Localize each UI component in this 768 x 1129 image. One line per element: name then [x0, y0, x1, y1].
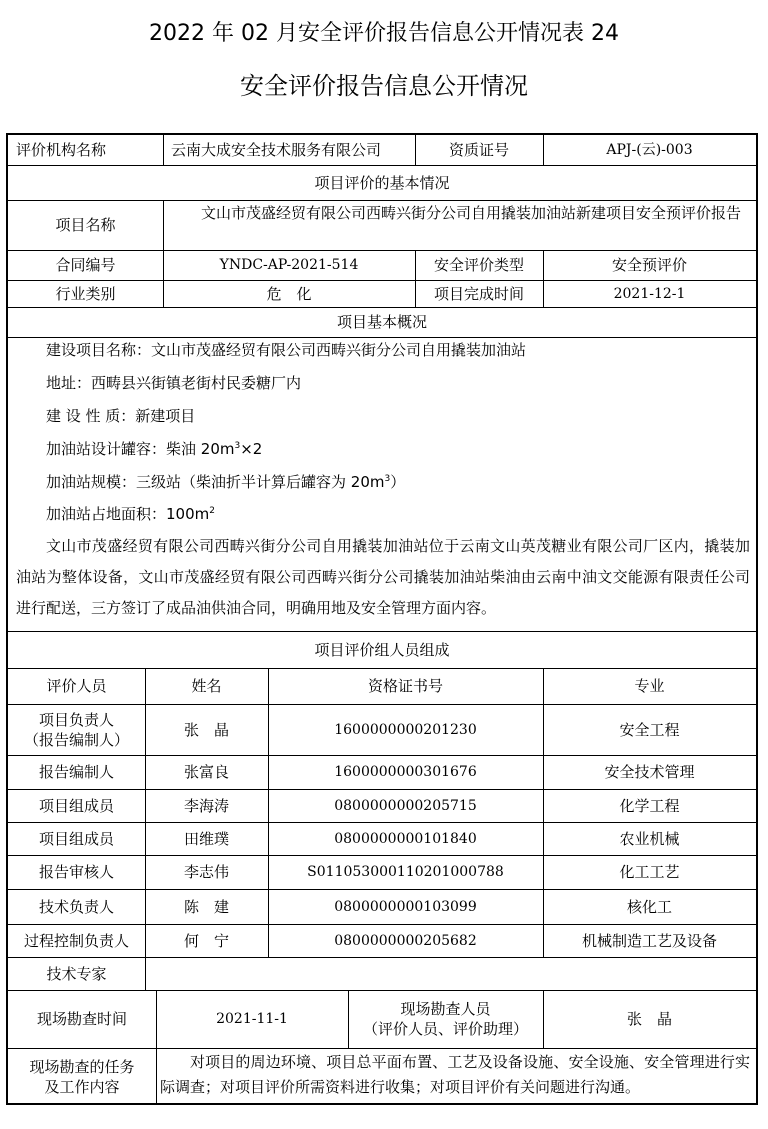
- table-row-cert: 0800000000205715: [334, 797, 477, 814]
- expert-value: [145, 957, 756, 990]
- table-row-name: 李海涛: [183, 796, 229, 815]
- role-sub-text: （报告编制人）: [23, 730, 129, 749]
- overview-line-scale: [16, 472, 750, 492]
- table-row-role: 过程控制负责人: [23, 931, 129, 950]
- table-row-role: 报告编制人: [38, 763, 114, 781]
- overview-line-address: [16, 373, 750, 393]
- eval-type-value: 安全预评价: [611, 256, 687, 274]
- overview-line-area: [16, 504, 750, 524]
- overview-line-capacity-text: 加油站设计罐容：柴油 20m: [46, 440, 235, 458]
- overview-line-scale-text: 加油站规模：三级站（柴油折半计算后罐容为 20m: [46, 473, 385, 491]
- table-row-name: 陈 建: [183, 897, 229, 916]
- overview-line-address-text: 地址：西畴县兴街镇老街村民委糖厂内: [46, 374, 302, 392]
- overview-line-project-text: 建设项目名称：文山市茂盛经贸有限公司西畴兴街分公司自用撬装加油站: [46, 341, 527, 359]
- survey-task-label-text: 现场勘查的任务: [29, 1057, 135, 1076]
- overview-line-capacity-tail: ×2: [240, 440, 263, 458]
- superscript: 3: [234, 441, 241, 451]
- superscript: 2: [209, 506, 215, 516]
- table-row-major: 机械制造工艺及设备: [581, 931, 717, 950]
- overview-line-capacity: [16, 439, 750, 459]
- col-header-role: 评价人员: [46, 677, 107, 695]
- table-row-major: 化学工程: [619, 796, 680, 815]
- table-row-major: 安全工程: [619, 720, 680, 739]
- cert-value: APJ-(云)-003: [606, 142, 693, 158]
- superscript: 3: [384, 474, 391, 484]
- overview-line-area-text: 加油站占地面积：100m: [46, 505, 210, 523]
- info-table: [6, 133, 758, 1105]
- page-title: 2022 年 02 月安全评价报告信息公开情况表 24: [149, 21, 619, 46]
- survey-task-label: [8, 1048, 156, 1105]
- cert-label: 资质证号: [448, 141, 509, 159]
- overview-line-nature-text: 建 设 性 质：新建项目: [46, 407, 196, 425]
- survey-task-label-sub: 及工作内容: [44, 1077, 120, 1096]
- table-row-name: 田维璞: [183, 829, 229, 848]
- table-row-major: 化工工艺: [619, 863, 680, 881]
- table-row-role: 项目组成员: [38, 829, 114, 848]
- project-name-label: 项目名称: [55, 216, 116, 234]
- finish-value: 2021-12-1: [613, 285, 686, 302]
- col-header-name: 姓名: [191, 677, 222, 695]
- project-name-value: 文山市茂盛经贸有限公司西畴兴街分公司自用撬装加油站新建项目安全预评价报告: [201, 204, 742, 222]
- survey-people-label: [348, 990, 543, 1048]
- team-section-title: 项目评价组人员组成: [314, 640, 450, 659]
- industry-value: 危 化: [266, 284, 312, 303]
- survey-people-label-sub: （评价人员、评价助理）: [362, 1020, 528, 1038]
- table-row-role: 项目组成员: [38, 796, 114, 815]
- finish-label: 项目完成时间: [433, 284, 524, 303]
- table-row-name: 张 晶: [183, 720, 229, 739]
- overview-line-nature: [16, 406, 750, 426]
- survey-people-value: 张 晶: [626, 1010, 672, 1028]
- table-row-name: 张富良: [183, 763, 229, 781]
- table-row-name: 何 宁: [183, 931, 229, 950]
- survey-time-label: 现场勘查时间: [36, 1010, 127, 1028]
- org-value: 云南大成安全技术服务有限公司: [171, 141, 382, 159]
- table-row-cert: 1600000000201230: [334, 721, 477, 738]
- industry-label: 行业类别: [55, 284, 116, 303]
- table-row-major: 核化工: [626, 897, 672, 916]
- table-row-cert: 0800000000101840: [334, 830, 477, 847]
- table-row-cert: 1600000000301676: [334, 764, 477, 780]
- survey-people-label-text: 现场勘查人员: [400, 1000, 491, 1018]
- row-divider: [8, 337, 756, 338]
- expert-label: 技术专家: [46, 964, 107, 983]
- col-header-major: 专业: [634, 677, 665, 695]
- table-row-role: 技术负责人: [38, 897, 114, 916]
- table-row-cert: S011053000110201000788: [307, 864, 504, 880]
- overview-paragraph: 文山市茂盛经贸有限公司西畴兴街分公司自用撬装加油站位于云南文山英茂糖业有限公司厂区内，撬装加油站为整体设备，文山市茂盛经贸有限公司西畴兴街分公司撬装加油站柴油由云南中油文交能源有限责任公司进行配送，三方签订了成品油供油合同，明确用地及安全管理方面内容。: [16, 537, 750, 617]
- overview-section-title: 项目基本概况: [336, 313, 427, 331]
- table-row-role: [8, 704, 145, 755]
- eval-type-label: 安全评价类型: [433, 256, 524, 274]
- table-row-name: 李志伟: [183, 863, 229, 881]
- basic-section-title: 项目评价的基本情况: [314, 173, 450, 192]
- page-subtitle: 安全评价报告信息公开情况: [240, 72, 528, 100]
- col-header-cert: 资格证书号: [367, 677, 443, 695]
- contract-value: YNDC-AP-2021-514: [219, 257, 359, 273]
- org-label: 评价机构名称: [16, 141, 107, 159]
- table-row-role: 报告审核人: [38, 863, 114, 881]
- contract-label: 合同编号: [55, 256, 116, 274]
- table-row-major: 农业机械: [619, 829, 680, 848]
- survey-task-value: 对项目的周边环境、项目总平面布置、工艺及设备设施、安全设施、安全管理进行实际调查；对项目评价所需资料进行收集；对项目评价有关问题进行沟通。: [160, 1053, 750, 1096]
- survey-time-value: 2021-11-1: [216, 1011, 288, 1027]
- table-row-cert: 0800000000205682: [334, 932, 477, 949]
- overview-line-scale-tail: ）: [390, 473, 406, 491]
- table-row-cert: 0800000000103099: [334, 898, 477, 915]
- role-text: 项目负责人: [38, 710, 114, 729]
- overview-line-project: [16, 340, 750, 360]
- table-row-major: 安全技术管理: [604, 763, 695, 781]
